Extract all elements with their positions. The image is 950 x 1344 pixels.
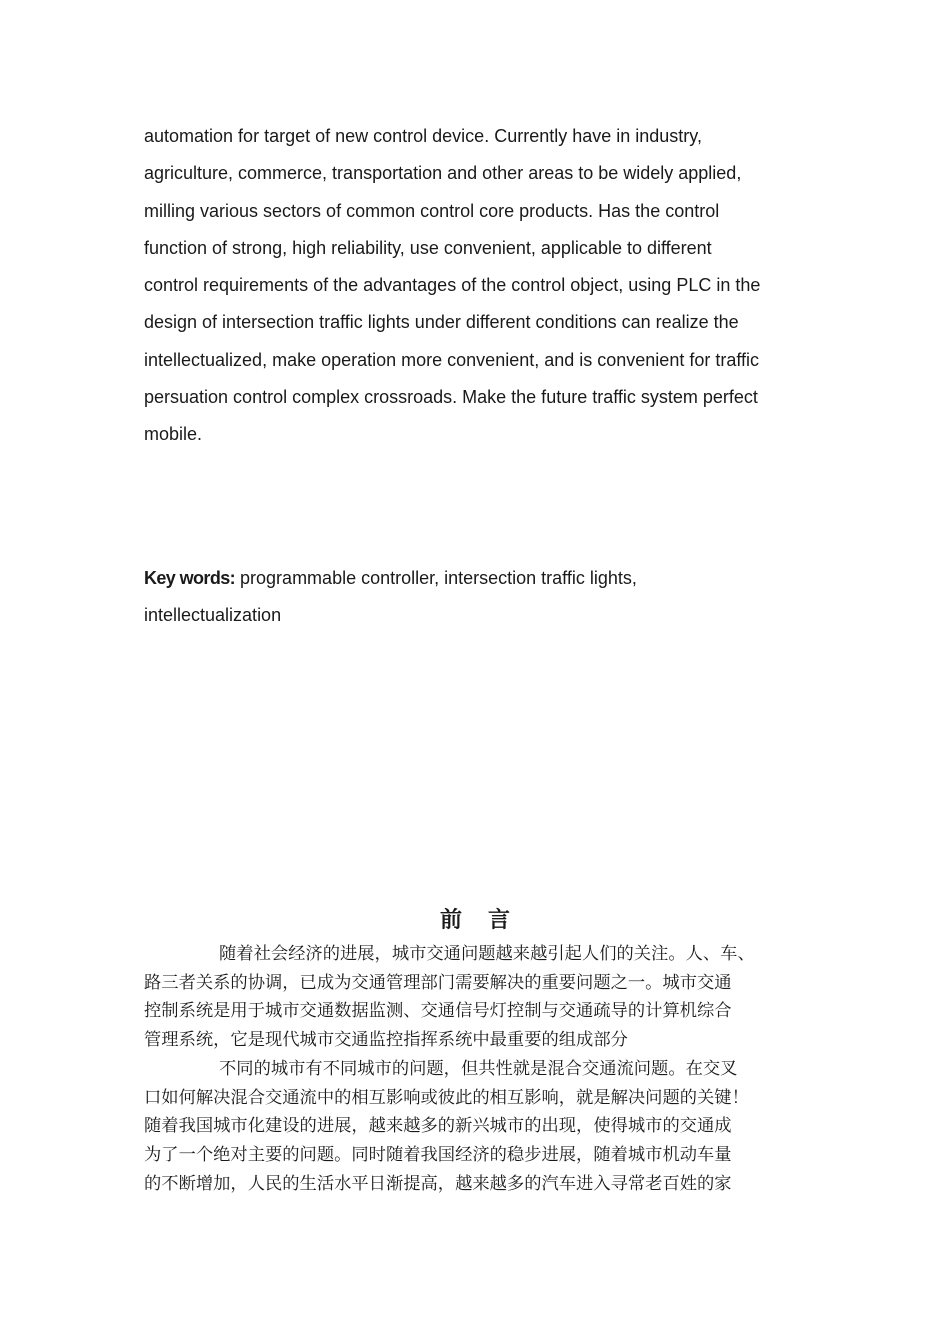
abstract-line: automation for target of new control device. Currently have in industry, [144,126,702,146]
keywords-label: Key words: [144,568,236,588]
abstract-line: design of intersection traffic lights under different conditions can realize the [144,312,739,333]
preface-line: 为了一个绝对主要的问题。同时随着我国经济的稳步进展，随着城市机动车量 [144,1144,732,1165]
abstract-line: function of strong, high reliability, use convenient, applicable to different [144,237,712,258]
abstract-line: agriculture, commerce, transportation and other areas to be widely applied, [144,163,742,184]
preface-body [144,940,824,1198]
preface-line: 控制系统是用于城市交通数据监测、交通信号灯控制与交通疏导的计算机综合 [144,1001,732,1022]
preface-line: 的不断增加，人民的生活水平日渐提高，越来越多的汽车进入寻常老百姓的家 [144,1173,732,1194]
preface-title: 前言 [439,908,536,933]
preface-line: 口如何解决混合交通流中的相互影响或彼此的相互影响，就是解决问题的关键！ [144,1087,749,1108]
preface-line: 随着我国城市化建设的进展，越来越多的新兴城市的出现，使得城市的交通成 [144,1116,732,1137]
abstract-line: intellectualized, make operation more convenient, and is convenient for traffic [144,349,760,370]
keywords-line [144,560,824,597]
preface-line: 管理系统，它是现代城市交通监控指挥系统中最重要的组成部分 [144,1030,628,1051]
abstract-line: control requirements of the advantages of the control object, using PLC in the [144,275,761,296]
preface-line: 随着社会经济的进展，城市交通问题越来越引起人们的关注。人、车、 [219,944,755,964]
keywords-section [144,560,824,635]
abstract-line: mobile. [144,424,203,445]
abstract-line: milling various sectors of common control core products. Has the control [144,200,720,221]
preface-line: 路三者关系的协调，已成为交通管理部门需要解决的重要问题之一。城市交通 [144,972,732,993]
keywords-text: programmable controller, intersection traffic lights, [235,568,637,588]
preface-line: 不同的城市有不同城市的问题，但共性就是混合交通流问题。在交叉 [219,1058,738,1079]
abstract-text [144,118,824,454]
keywords-text-continued: intellectualization [144,605,282,626]
abstract-line: persuation control complex crossroads. Make the future traffic system perfect [144,387,758,408]
